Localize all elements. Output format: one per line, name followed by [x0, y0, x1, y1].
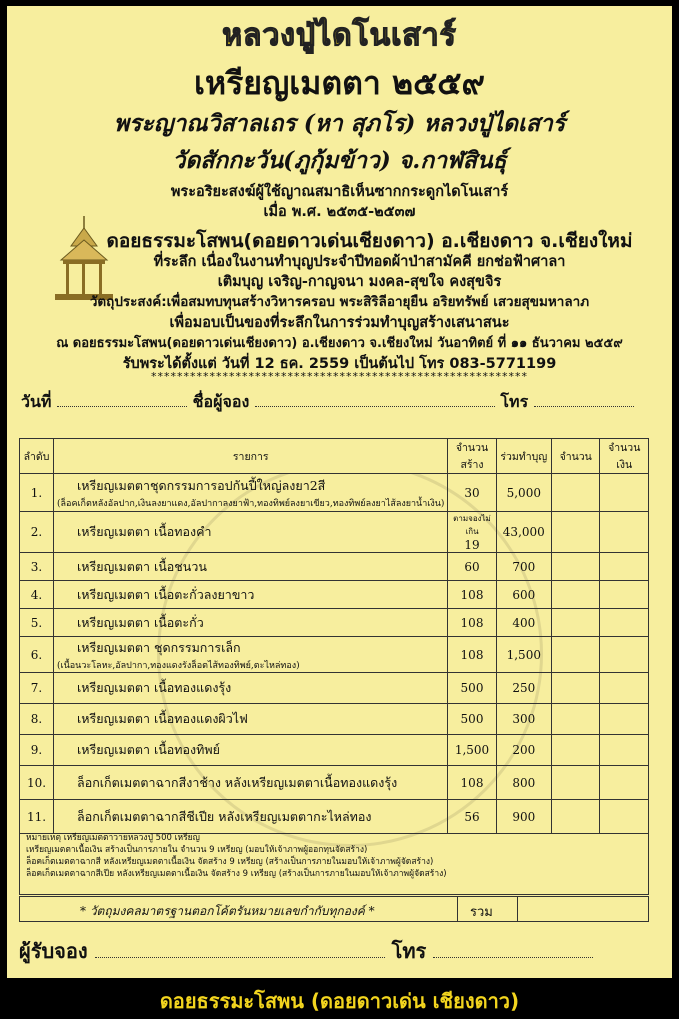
row-number: 4.: [20, 581, 54, 609]
table-row: [20, 735, 649, 766]
table-header-row: [20, 439, 649, 474]
row-qty-made: [448, 474, 496, 512]
info-line-3: ดอยธรรมะโสพน(ดอยดาวเด่นเชียงดาว) อ.เชียงดาว จ.เชียงใหม่: [106, 230, 633, 252]
row-donation: 1,500: [496, 637, 551, 673]
total-label: รวม: [470, 905, 493, 920]
temple-line: วัดสักกะวัน(ภูกุ้มข้าว) จ.กาฬสินธุ์: [172, 147, 507, 174]
qty-value: 30: [464, 485, 480, 500]
info-line-4: ที่ระลึก เนื่องในงานทำบุญประจำปีทอดผ้าป่าสามัคคี ยกช่อฟ้าศาลา: [153, 254, 566, 270]
qty-value: 19: [464, 538, 480, 552]
date-label: วันที่: [21, 392, 52, 411]
note-line: เหรียญเมตตาเนื้อเงิน สร้างเป็นการภายใน จำนวน 9 เหรียญ (มอบให้เจ้าภาพผู้ออกทุนจัดสร้าง): [26, 845, 368, 855]
booker-name-field[interactable]: [255, 406, 495, 407]
row-item: [54, 609, 448, 637]
row-quantity-input[interactable]: [551, 581, 599, 609]
row-quantity-input[interactable]: [551, 474, 599, 512]
receiver-field[interactable]: [95, 957, 385, 958]
row-quantity-input[interactable]: [551, 512, 599, 553]
row-donation: 200: [496, 735, 551, 766]
item-name: ล็อกเก็ตเมตตาฉากสีชีเปีย หลังเหรียญเมตตากะไหล่ทอง: [77, 808, 372, 824]
row-item: [54, 553, 448, 581]
row-quantity-input[interactable]: [551, 637, 599, 673]
row-quantity-input[interactable]: [551, 766, 599, 800]
row-qty-made: [448, 553, 496, 581]
divider: [517, 897, 518, 921]
row-donation: 400: [496, 609, 551, 637]
info-line-1: พระอริยะสงฆ์ผู้ใช้ญาณสมาธิเห็นซากกระดูกไดโนเสาร์: [170, 184, 509, 200]
row-number: 6.: [20, 637, 54, 673]
phone-field[interactable]: [534, 406, 634, 407]
row-item: [54, 735, 448, 766]
row-number: 8.: [20, 704, 54, 735]
order-table: [19, 438, 649, 834]
info-line-7: เพื่อมอบเป็นของที่ระลึกในการร่วมทำบุญสร้างเสนาสนะ: [169, 315, 510, 331]
row-donation: 250: [496, 673, 551, 704]
row-qty-made: [448, 637, 496, 673]
row-number: 7.: [20, 673, 54, 704]
row-number: 2.: [20, 512, 54, 553]
col-header-item: รายการ: [54, 439, 448, 474]
table-row: [20, 766, 649, 800]
col-header-no: ลำดับ: [20, 439, 54, 474]
row-amount-input[interactable]: [600, 474, 649, 512]
row-item: [54, 704, 448, 735]
info-line-8: ณ ดอยธรรมะโสพน(ดอยดาวเด่นเชียงดาว) อ.เชียงดาว จ.เชียงใหม่ วันอาทิตย์ ที่ ๑๑ ธันวาคม ๒๕๕๙: [56, 336, 623, 351]
col-header-quantity: จำนวน: [551, 439, 599, 474]
row-qty-made: [448, 609, 496, 637]
row-amount-input[interactable]: [600, 766, 649, 800]
info-line-6: วัตถุประสงค์:เพื่อสมทบทุนสร้างวิหารครอบ พระสิริลีอายุยืน อริยทรัพย์ เสวยสุขมหาลาภ: [89, 294, 590, 310]
monk-name-line: พระญาณวิสาลเถร (หา สุภโร) หลวงปู่ไดเสาร์: [113, 110, 566, 137]
col-header-amount: จำนวนเงิน: [600, 439, 649, 474]
row-quantity-input[interactable]: [551, 553, 599, 581]
qty-value: 500: [460, 681, 484, 695]
table-row: [20, 673, 649, 704]
row-amount-input[interactable]: [600, 637, 649, 673]
row-qty-made: [448, 512, 496, 553]
row-donation: 900: [496, 800, 551, 834]
row-qty-made: [448, 673, 496, 704]
row-donation: 800: [496, 766, 551, 800]
row-amount-input[interactable]: [600, 704, 649, 735]
item-name: เหรียญเมตตา เนื้อชนวน: [77, 558, 207, 574]
qty-value: 108: [460, 647, 484, 662]
item-name: เหรียญเมตตา เนื้อทองทิพย์: [77, 742, 220, 757]
qty-value: 500: [460, 712, 484, 726]
qty-value: 108: [460, 587, 484, 602]
table-row: [20, 581, 649, 609]
receiver-phone-field[interactable]: [433, 957, 593, 958]
row-quantity-input[interactable]: [551, 704, 599, 735]
item-detail: (เนื้อนวะโลหะ,อัลปากา,ทองแดงรังล็อตไส้ทองทิพย์,ตะไหล่ทอง): [57, 660, 300, 671]
table-row: [20, 637, 649, 673]
note-line: ล็อคเก็ตเมตตาฉากสี หลังเหรียญเมตตาเนื้อเงิน จัดสร้าง 9 เหรียญ (สร้างเป็นการภายในมอบให้เจ้าภาพผู้จัดสร้าง): [26, 857, 434, 867]
item-name: เหรียญเมตตา ชุดกรรมการเล็ก: [77, 639, 241, 655]
table-row: [20, 609, 649, 637]
note-line: หมายเหตุ เหรียญเมตตาวายหลวงปู่ 500 เหรียญ: [26, 833, 200, 843]
main-title: เหรียญเมตตา ๒๕๕๙: [194, 64, 485, 102]
item-name: เหรียญเมตตาชุดกรรมการอปกันปี้ใหญ่ลงยา2สี: [77, 477, 326, 493]
row-amount-input[interactable]: [600, 553, 649, 581]
row-donation: 43,000: [496, 512, 551, 553]
phone-label: โทร: [500, 392, 529, 411]
row-qty-made: [448, 735, 496, 766]
row-number: 10.: [20, 766, 54, 800]
row-amount-input[interactable]: [600, 673, 649, 704]
row-item: [54, 766, 448, 800]
row-number: 5.: [20, 609, 54, 637]
table-row: [20, 553, 649, 581]
receiver-phone-label: โทร: [391, 939, 427, 963]
col-header-donation: ร่วมทำบุญ: [496, 439, 551, 474]
item-detail: (ล็อคเก็ตหลังอัลปาก,เงินลงยาแดง,อัลปากาลงยาฟ้า,ทองทิพย์ลงยาเขียว,ทองทิพย์ลงยาไส้ลงยาน้ำเงิน): [57, 498, 445, 509]
note-line: ล็อคเก็ตเมตตาฉากสีเปีย หลังเหรียญเมตตาเนื้อเงิน จัดสร้าง 9 เหรียญ (สร้างเป็นการภายในมอบให้เจ้าภาพผู้จัดสร้าง): [26, 869, 447, 879]
row-number: 11.: [20, 800, 54, 834]
row-qty-made: [448, 704, 496, 735]
divider: [457, 897, 458, 921]
notes-box: [19, 829, 649, 895]
row-quantity-input[interactable]: [551, 673, 599, 704]
receiver-label: ผู้รับจอง: [19, 939, 88, 963]
row-amount-input[interactable]: [600, 735, 649, 766]
qty-value: 60: [464, 559, 480, 574]
row-qty-made: [448, 766, 496, 800]
qty-value: 108: [460, 615, 484, 630]
row-quantity-input[interactable]: [551, 735, 599, 766]
booking-fields-row: [21, 390, 661, 415]
item-name: เหรียญเมตตา เนื้อทองแดงผิวไฟ: [77, 711, 248, 726]
booker-name-label: ชื่อผู้จอง: [192, 392, 250, 411]
date-field[interactable]: [57, 406, 187, 407]
row-donation: 5,000: [496, 474, 551, 512]
standard-note: * วัตถุมงคลมาตรฐานตอกโค้ตรันหมายเลขกำกับทุกองค์ *: [80, 904, 375, 918]
footer-title: ดอยธรรมะโสพน (ดอยดาวเด่น เชียงดาว): [159, 989, 520, 1013]
total-row: [19, 896, 649, 922]
row-quantity-input[interactable]: [551, 609, 599, 637]
item-name: เหรียญเมตตา เนื้อทองคำ: [77, 524, 212, 539]
row-amount-input[interactable]: [600, 609, 649, 637]
info-line-5: เติมบุญ เจริญ-กาญจนา มงคล-สุขใจ คงสุขจิร: [217, 274, 502, 290]
row-amount-input[interactable]: [600, 512, 649, 553]
receiver-row: [19, 935, 659, 967]
row-amount-input[interactable]: [600, 581, 649, 609]
row-item: [54, 581, 448, 609]
item-name: เหรียญเมตตา เนื้อตะกั่วลงยาขาว: [77, 586, 255, 602]
table-row: [20, 512, 649, 553]
qty-value: 56: [464, 809, 480, 824]
row-item: [54, 673, 448, 704]
row-item: [54, 637, 448, 673]
table-row: [20, 474, 649, 512]
table-row: [20, 704, 649, 735]
info-line-2: เมื่อ พ.ศ. ๒๕๓๕-๒๕๓๗: [263, 204, 416, 220]
star-divider: **********************************************************: [151, 370, 528, 383]
qty-note: ตามจองไม่เกิน: [453, 514, 491, 536]
top-title: หลวงปู่ไดโนเสาร์: [222, 18, 457, 53]
row-item: [54, 512, 448, 553]
col-header-qty-made: จำนวนสร้าง: [448, 439, 496, 474]
row-number: 9.: [20, 735, 54, 766]
item-name: ล็อกเก็ตเมตตาฉากสีงาช้าง หลังเหรียญเมตตาเนื้อทองแดงรุ้ง: [77, 774, 398, 790]
qty-value: 1,500: [454, 743, 490, 757]
row-number: 3.: [20, 553, 54, 581]
row-donation: 300: [496, 704, 551, 735]
row-donation: 600: [496, 581, 551, 609]
row-item: [54, 474, 448, 512]
info-line-9: รับพระได้ตั้งแต่ วันที่ 12 ธค. 2559 เป็นต้นไป โทร 083-5771199: [122, 356, 557, 372]
row-number: 1.: [20, 474, 54, 512]
item-name: เหรียญเมตตา เนื้อตะกั่ว: [77, 614, 204, 630]
row-donation: 700: [496, 553, 551, 581]
total-amount-field[interactable]: [525, 897, 643, 921]
qty-value: 108: [460, 775, 484, 790]
item-name: เหรียญเมตตา เนื้อทองแดงรุ้ง: [77, 680, 232, 695]
row-qty-made: [448, 581, 496, 609]
